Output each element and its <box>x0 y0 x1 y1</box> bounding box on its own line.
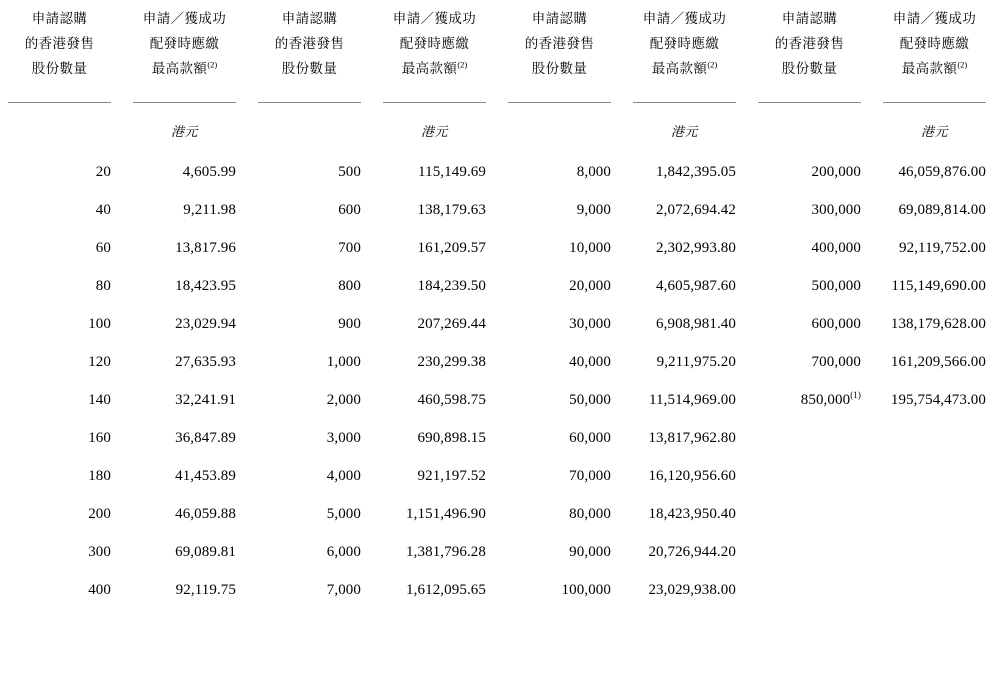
column-header-shares_2 <box>250 0 375 100</box>
header-line: 的香港發售 <box>774 36 845 51</box>
cell-shares_4 <box>750 533 875 571</box>
header-line: 申請認購 <box>531 11 588 26</box>
cell-amount_2: 184,239.50 <box>417 277 486 294</box>
cell-amount_1: 41,453.89 <box>175 467 236 484</box>
header-line: 配發時應繳 <box>399 36 470 51</box>
table-row <box>0 191 1000 229</box>
header-line: 配發時應繳 <box>149 36 220 51</box>
cell-amount_1: 4,605.99 <box>182 163 236 180</box>
cell-amount_1: 18,423.95 <box>175 277 236 294</box>
column-header-text-shares_1 <box>0 0 125 100</box>
cell-shares_2: 500 <box>338 163 361 180</box>
header-rule-shares_3 <box>500 100 625 109</box>
table-row <box>0 533 1000 571</box>
cell-shares_3: 90,000 <box>569 543 611 560</box>
cell-shares_4 <box>750 571 875 609</box>
cell-amount_3: 2,072,694.42 <box>656 201 736 218</box>
cell-amount_2: 161,209.57 <box>417 239 486 256</box>
cell-amount_3: 4,605,987.60 <box>656 277 736 294</box>
cell-shares_4: 850,000$^{(1)}$ <box>800 389 861 408</box>
cell-shares_4: 300,000 <box>811 201 861 218</box>
cell-shares_3: 80,000 <box>569 505 611 522</box>
cell-shares_1: 400 <box>88 581 111 598</box>
cell-amount_2: 207,269.44 <box>417 315 486 332</box>
currency-unit-row <box>0 109 1000 151</box>
currency-unit-label: 港元 <box>420 123 448 139</box>
header-line: 股份數量 <box>531 61 588 76</box>
cell-amount_4: 92,119,752.00 <box>899 239 986 256</box>
cell-shares_1: 180 <box>88 467 111 484</box>
cell-shares_4: 700,000 <box>811 353 861 370</box>
horizontal-rule <box>258 102 361 103</box>
cell-shares_1: 200 <box>88 505 111 522</box>
horizontal-rule <box>8 102 111 103</box>
table-row <box>0 571 1000 609</box>
header-line: 最高款額$^{(2)}$ <box>651 59 718 76</box>
cell-shares_2: 800 <box>338 277 361 294</box>
cell-shares_4: 200,000 <box>811 163 861 180</box>
cell-shares_2: 2,000 <box>326 391 361 408</box>
horizontal-rule <box>383 102 486 103</box>
cell-shares_3: 9,000 <box>576 201 611 218</box>
cell-amount_2: 138,179.63 <box>417 201 486 218</box>
currency-unit-amount_1 <box>125 109 250 151</box>
cell-amount_1: 9,211.98 <box>183 201 236 218</box>
column-header-text-shares_4 <box>750 0 875 100</box>
header-line: 配發時應繳 <box>899 36 970 51</box>
table-body <box>0 151 1000 609</box>
cell-shares_4 <box>750 495 875 533</box>
currency-unit-amount_3 <box>625 109 750 151</box>
cell-amount_1: 27,635.93 <box>175 353 236 370</box>
cell-shares_3: 70,000 <box>569 467 611 484</box>
cell-shares_2: 900 <box>338 315 361 332</box>
currency-unit-shares_4 <box>750 109 875 151</box>
column-header-text-amount_2 <box>375 0 500 100</box>
currency-unit-amount_2 <box>375 109 500 151</box>
header-rule-shares_1 <box>0 100 125 109</box>
cell-shares_3: 30,000 <box>569 315 611 332</box>
table-row <box>0 305 1000 343</box>
horizontal-rule <box>758 102 861 103</box>
cell-shares_1: 40 <box>95 201 111 218</box>
cell-shares_1: 300 <box>88 543 111 560</box>
header-rule-amount_4 <box>875 100 1000 109</box>
cell-amount_3: 11,514,969.00 <box>649 391 736 408</box>
cell-shares_3: 100,000 <box>561 581 611 598</box>
cell-amount_1: 36,847.89 <box>175 429 236 446</box>
cell-amount_2: 690,898.15 <box>417 429 486 446</box>
cell-amount_3: 9,211,975.20 <box>656 353 736 370</box>
currency-unit-shares_1 <box>0 109 125 151</box>
column-header-shares_3 <box>500 0 625 100</box>
header-line: 的香港發售 <box>524 36 595 51</box>
cell-amount_3: 2,302,993.80 <box>656 239 736 256</box>
cell-shares_4: 400,000 <box>811 239 861 256</box>
header-line: 股份數量 <box>31 61 88 76</box>
currency-unit-shares_2 <box>250 109 375 151</box>
header-rule-row <box>0 100 1000 109</box>
column-header-amount_1 <box>125 0 250 100</box>
header-rule-amount_3 <box>625 100 750 109</box>
cell-shares_2: 4,000 <box>326 467 361 484</box>
cell-amount_4: 138,179,628.00 <box>890 315 986 332</box>
cell-amount_1: 46,059.88 <box>175 505 236 522</box>
header-rule-shares_4 <box>750 100 875 109</box>
cell-amount_1: 69,089.81 <box>175 543 236 560</box>
header-rule-amount_2 <box>375 100 500 109</box>
cell-shares_3: 8,000 <box>576 163 611 180</box>
header-line: 的香港發售 <box>24 36 95 51</box>
cell-amount_4: 195,754,473.00 <box>890 391 986 408</box>
header-footnote-marker: (2) <box>457 59 468 70</box>
table-row <box>0 419 1000 457</box>
table-head <box>0 0 1000 151</box>
table-row <box>0 267 1000 305</box>
horizontal-rule <box>633 102 736 103</box>
cell-footnote-marker: (1) <box>850 389 861 400</box>
cell-amount_2: 1,151,496.90 <box>406 505 486 522</box>
cell-amount_3: 20,726,944.20 <box>648 543 736 560</box>
cell-amount_2: 921,197.52 <box>417 467 486 484</box>
table-row <box>0 457 1000 495</box>
currency-unit-label: 港元 <box>170 123 198 139</box>
cell-amount_4 <box>875 457 1000 495</box>
cell-shares_3: 20,000 <box>569 277 611 294</box>
header-footnote-marker: (2) <box>707 59 718 70</box>
header-line: 申請／獲成功 <box>142 11 227 26</box>
cell-shares_3: 40,000 <box>569 353 611 370</box>
column-header-shares_4 <box>750 0 875 100</box>
header-line: 股份數量 <box>281 61 338 76</box>
horizontal-rule <box>883 102 986 103</box>
horizontal-rule <box>508 102 611 103</box>
cell-amount_3: 6,908,981.40 <box>656 315 736 332</box>
cell-shares_1: 60 <box>95 239 111 256</box>
cell-amount_2: 230,299.38 <box>417 353 486 370</box>
header-line: 申請認購 <box>31 11 88 26</box>
currency-unit-shares_3 <box>500 109 625 151</box>
cell-amount_4 <box>875 533 1000 571</box>
cell-amount_3: 18,423,950.40 <box>648 505 736 522</box>
cell-amount_1: 23,029.94 <box>175 315 236 332</box>
column-header-text-amount_1 <box>125 0 250 100</box>
header-line: 股份數量 <box>781 61 838 76</box>
cell-amount_2: 115,149.69 <box>418 163 486 180</box>
header-line: 申請／獲成功 <box>892 11 977 26</box>
cell-shares_4: 600,000 <box>811 315 861 332</box>
table-row <box>0 381 1000 419</box>
cell-shares_1: 80 <box>95 277 111 294</box>
cell-shares_2: 7,000 <box>326 581 361 598</box>
cell-amount_3: 13,817,962.80 <box>648 429 736 446</box>
cell-shares_3: 10,000 <box>569 239 611 256</box>
header-line: 申請認購 <box>781 11 838 26</box>
cell-shares_1: 120 <box>88 353 111 370</box>
cell-amount_1: 32,241.91 <box>175 391 236 408</box>
cell-amount_4 <box>875 419 1000 457</box>
cell-shares_3: 60,000 <box>569 429 611 446</box>
cell-amount_3: 16,120,956.60 <box>648 467 736 484</box>
cell-shares_2: 6,000 <box>326 543 361 560</box>
cell-shares_1: 140 <box>88 391 111 408</box>
currency-unit-label: 港元 <box>920 123 948 139</box>
header-footnote-marker: (2) <box>957 59 968 70</box>
cell-shares_2: 600 <box>338 201 361 218</box>
header-line: 申請／獲成功 <box>392 11 477 26</box>
cell-shares_2: 3,000 <box>326 429 361 446</box>
column-header-amount_2 <box>375 0 500 100</box>
cell-amount_4 <box>875 571 1000 609</box>
cell-amount_2: 1,612,095.65 <box>406 581 486 598</box>
table-row <box>0 495 1000 533</box>
cell-shares_1: 160 <box>88 429 111 446</box>
column-header-text-shares_3 <box>500 0 625 100</box>
column-header-amount_3 <box>625 0 750 100</box>
header-line: 的香港發售 <box>274 36 345 51</box>
cell-shares_2: 700 <box>338 239 361 256</box>
column-header-amount_4 <box>875 0 1000 100</box>
header-rule-amount_1 <box>125 100 250 109</box>
cell-amount_2: 1,381,796.28 <box>406 543 486 560</box>
column-header-text-amount_4 <box>875 0 1000 100</box>
cell-amount_4: 46,059,876.00 <box>898 163 986 180</box>
cell-shares_3: 50,000 <box>569 391 611 408</box>
header-footnote-marker: (2) <box>207 59 218 70</box>
table-row <box>0 151 1000 191</box>
header-line: 最高款額$^{(2)}$ <box>901 59 968 76</box>
cell-shares_1: 100 <box>88 315 111 332</box>
cell-shares_2: 1,000 <box>326 353 361 370</box>
horizontal-rule <box>133 102 236 103</box>
column-header-text-shares_2 <box>250 0 375 100</box>
currency-unit-amount_4 <box>875 109 1000 151</box>
cell-shares_4 <box>750 457 875 495</box>
cell-amount_4: 69,089,814.00 <box>898 201 986 218</box>
column-header-text-amount_3 <box>625 0 750 100</box>
header-rule-shares_2 <box>250 100 375 109</box>
cell-amount_2: 460,598.75 <box>417 391 486 408</box>
header-line: 申請／獲成功 <box>642 11 727 26</box>
table-row <box>0 343 1000 381</box>
cell-amount_3: 1,842,395.05 <box>656 163 736 180</box>
cell-amount_3: 23,029,938.00 <box>648 581 736 598</box>
column-header-shares_1 <box>0 0 125 100</box>
header-line: 配發時應繳 <box>649 36 720 51</box>
header-line: 最高款額$^{(2)}$ <box>401 59 468 76</box>
cell-shares_4 <box>750 419 875 457</box>
header-row <box>0 0 1000 100</box>
header-line: 最高款額$^{(2)}$ <box>151 59 218 76</box>
cell-amount_4: 161,209,566.00 <box>890 353 986 370</box>
cell-shares_4: 500,000 <box>811 277 861 294</box>
cell-shares_2: 5,000 <box>326 505 361 522</box>
cell-amount_1: 13,817.96 <box>175 239 236 256</box>
table-row <box>0 229 1000 267</box>
header-line: 申請認購 <box>281 11 338 26</box>
cell-amount_1: 92,119.75 <box>175 581 236 598</box>
cell-shares_1: 20 <box>95 163 111 180</box>
cell-amount_4: 115,149,690.00 <box>891 277 986 294</box>
cell-amount_4 <box>875 495 1000 533</box>
currency-unit-label: 港元 <box>670 123 698 139</box>
